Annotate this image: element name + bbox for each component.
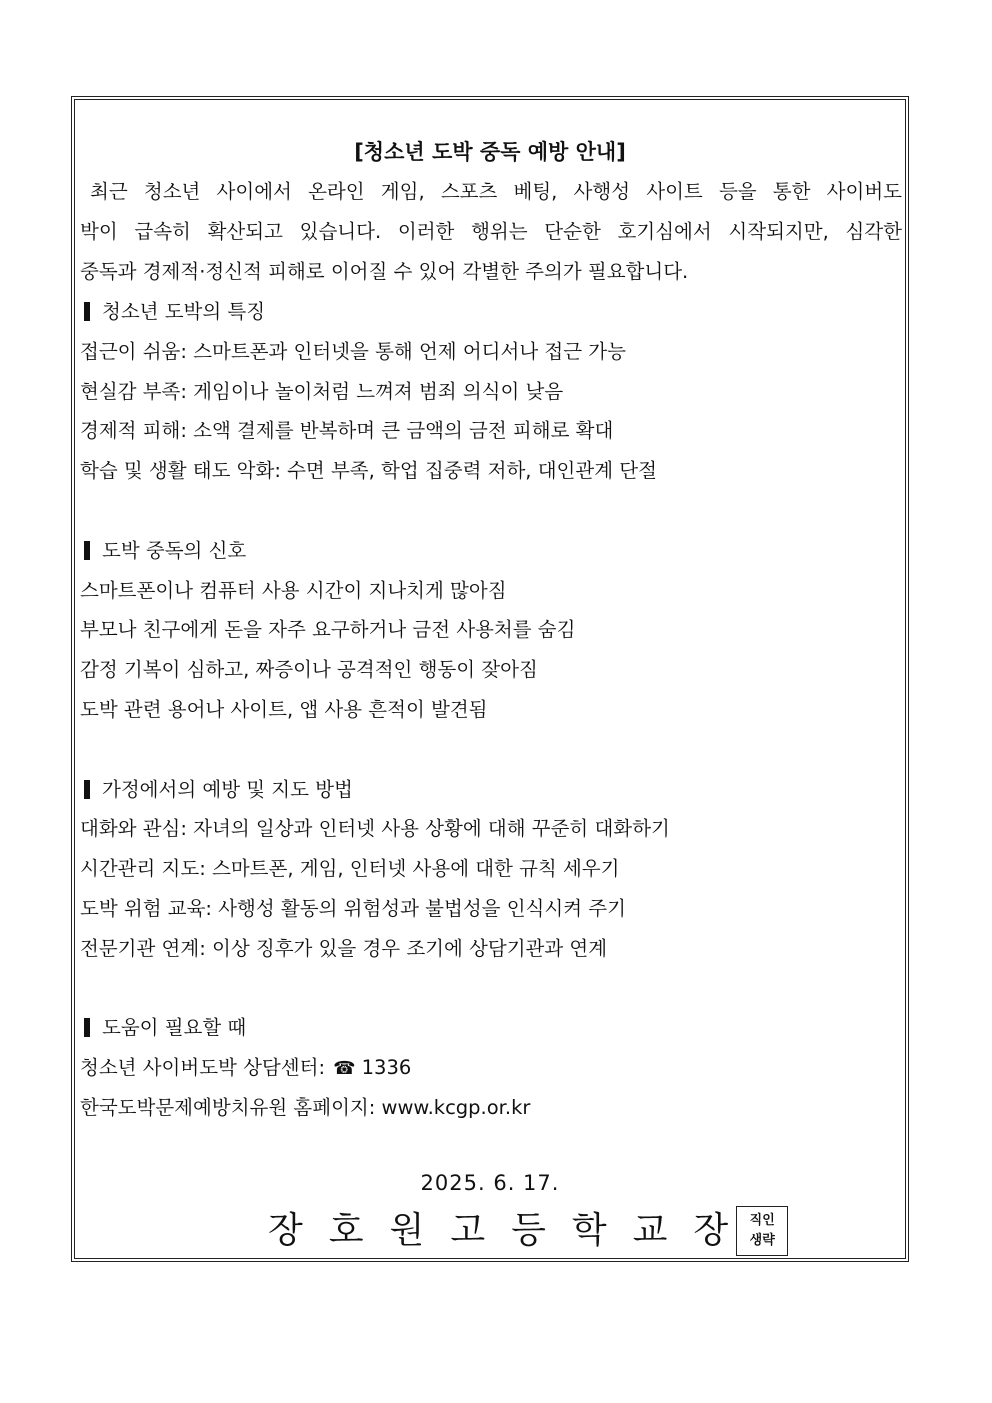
bullet-marker-icon — [84, 541, 90, 560]
list-item: 부모나 친구에게 돈을 자주 요구하거나 금전 사용처를 숨김 — [80, 618, 576, 642]
website-link[interactable]: www.kcgp.or.kr — [381, 1095, 531, 1119]
bullet-marker-icon — [84, 780, 90, 799]
list-item: 도박 관련 용어나 사이트, 앱 사용 흔적이 발견됨 — [80, 697, 488, 721]
document-date: 2025. 6. 17. — [420, 1171, 560, 1195]
phone-number[interactable]: 1336 — [361, 1056, 412, 1080]
list-item: 감정 기복이 심하고, 짜증이나 공격적인 행동이 잦아짐 — [80, 658, 538, 682]
section-heading-help: 도움이 필요할 때 — [80, 1008, 902, 1048]
spacer — [80, 491, 902, 531]
bullet-marker-icon — [84, 302, 90, 321]
seal-text-line1: 직인 — [749, 1213, 775, 1228]
list-item: 도박 위험 교육: 사행성 활동의 위험성과 불법성을 인식시켜 주기 — [80, 896, 626, 920]
seal-omitted-box — [736, 1206, 788, 1256]
list-item: 현실감 부족: 게임이나 놀이처럼 느껴져 범죄 의식이 낮음 — [80, 379, 564, 403]
section-heading-prevention: 가정에서의 예방 및 지도 방법 — [80, 770, 902, 810]
contact-line — [80, 1048, 902, 1088]
list-item: 학습 및 생활 태도 악화: 수면 부족, 학업 집중력 저하, 대인관계 단절 — [80, 459, 657, 483]
intro-paragraph — [80, 172, 902, 292]
list-item: 접근이 쉬움: 스마트폰과 인터넷을 통해 언제 어디서나 접근 가능 — [80, 339, 626, 363]
contact-label: 청소년 사이버도박 상담센터: — [80, 1056, 326, 1080]
spacer — [80, 730, 902, 770]
website-label: 한국도박문제예방치유원 홈페이지: — [80, 1095, 376, 1119]
list-item: 대화와 관심: 자녀의 일상과 인터넷 사용 상황에 대해 꾸준히 대화하기 — [80, 817, 670, 841]
bullet-marker-icon — [84, 1018, 90, 1037]
principal-name: 장호원고등학교장 — [268, 1210, 755, 1251]
signature-block — [268, 1203, 788, 1259]
list-item: 전문기관 연계: 이상 징후가 있을 경우 조기에 상담기관과 연계 — [80, 936, 608, 960]
intro-line: 최근 청소년 사이에서 온라인 게임, 스포츠 베팅, 사행성 사이트 등을 통한 사이버도 — [90, 180, 902, 203]
list-item: 스마트폰이나 컴퓨터 사용 시간이 지나치게 많아짐 — [80, 578, 507, 602]
website-line — [80, 1088, 902, 1128]
list-item: 시간관리 지도: 스마트폰, 게임, 인터넷 사용에 대한 규칙 세우기 — [80, 857, 620, 881]
list-item: 경제적 피해: 소액 결제를 반복하며 큰 금액의 금전 피해로 확대 — [80, 419, 614, 443]
intro-line: 박이 급속히 확산되고 있습니다. 이러한 행위는 단순한 호기심에서 시작되지만, 심각한 — [80, 220, 902, 243]
section-heading-signals: 도박 중독의 신호 — [80, 531, 902, 571]
telephone-icon: ☎ — [333, 1058, 356, 1080]
seal-text-line2: 생략 — [749, 1233, 775, 1248]
spacer — [80, 969, 902, 1009]
document-body — [80, 292, 902, 1128]
intro-line: 중독과 경제적·정신적 피해로 이어질 수 있어 각별한 주의가 필요합니다. — [80, 260, 689, 283]
document-title: [청소년 도박 중독 예방 안내] — [354, 140, 626, 164]
section-heading-features: 청소년 도박의 특징 — [80, 292, 902, 332]
